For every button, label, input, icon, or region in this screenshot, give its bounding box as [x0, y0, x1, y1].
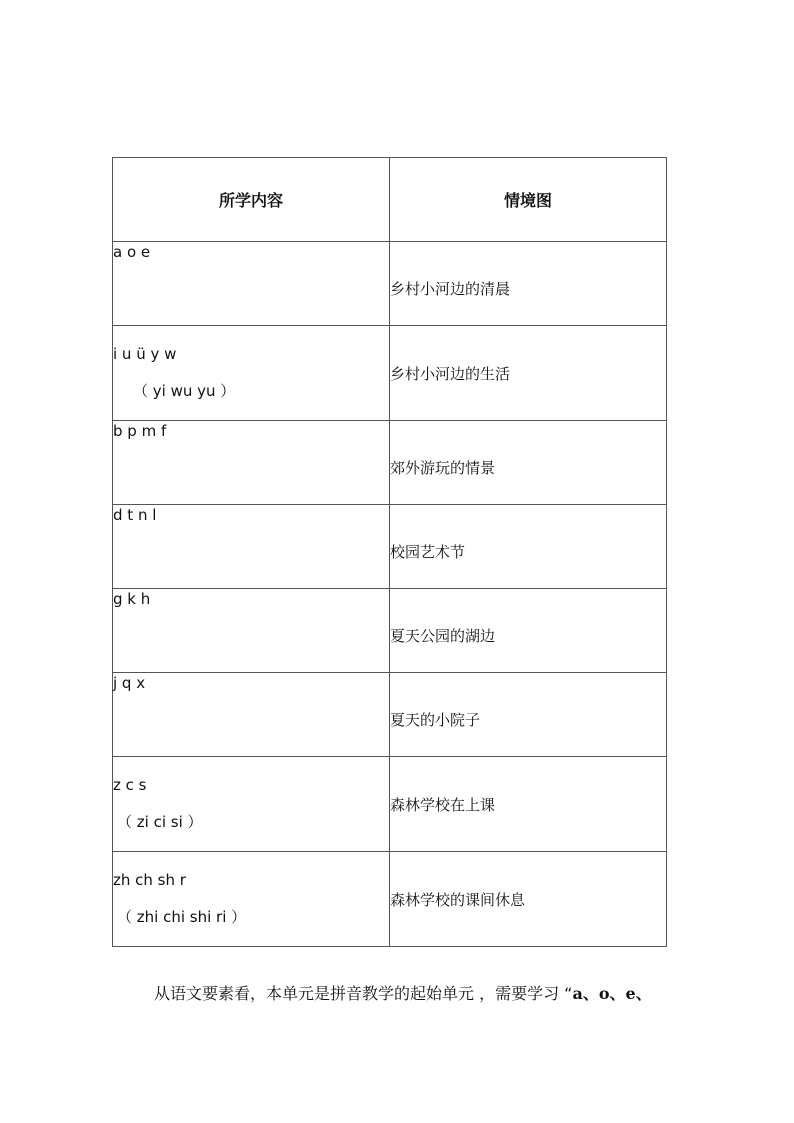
scene-cell: 夏天的小院子: [390, 673, 667, 757]
pinyin-text: zh ch sh r: [113, 871, 186, 889]
pinyin-whole-syllables: （ zhi chi shi ri ）: [117, 908, 247, 926]
scene-cell: 森林学校在上课: [390, 757, 667, 852]
header-learning-content: 所学内容: [113, 158, 390, 242]
scene-cell: 校园艺术节: [390, 505, 667, 589]
content-cell: [113, 673, 390, 757]
pinyin-text: a o e: [113, 243, 151, 261]
table-row: [113, 326, 667, 421]
pinyin-whole-syllables: （ zi ci si ）: [117, 813, 203, 831]
content-cell: [113, 242, 390, 326]
table-row: [113, 757, 667, 852]
pinyin-text: z c s: [113, 776, 147, 794]
content-cell: [113, 852, 390, 947]
content-cell: [113, 589, 390, 673]
table-row: [113, 505, 667, 589]
scene-cell: 郊外游玩的情景: [390, 421, 667, 505]
body-paragraph: [112, 984, 712, 1004]
content-cell: [113, 505, 390, 589]
pinyin-text: g k h: [113, 590, 151, 608]
scene-cell: 乡村小河边的生活: [390, 326, 667, 421]
paragraph-latin-text: a、o、e、: [572, 984, 652, 1003]
table-row: [113, 242, 667, 326]
pinyin-text: i u ü y w: [113, 345, 177, 363]
paragraph-text: 从语文要素看，本单元是拼音教学的起始单元 ，需要学习 “: [154, 984, 573, 1003]
pinyin-content-table: [112, 157, 667, 947]
table-row: [113, 673, 667, 757]
table-row: [113, 589, 667, 673]
scene-cell: 夏天公园的湖边: [390, 589, 667, 673]
content-cell: [113, 421, 390, 505]
pinyin-text: b p m f: [113, 422, 167, 440]
content-cell: [113, 326, 390, 421]
content-cell: [113, 757, 390, 852]
scene-cell: 乡村小河边的清晨: [390, 242, 667, 326]
table-header-row: [113, 158, 667, 242]
table-row: [113, 421, 667, 505]
table-row: [113, 852, 667, 947]
scene-cell: 森林学校的课间休息: [390, 852, 667, 947]
pinyin-text: j q x: [113, 674, 146, 692]
pinyin-whole-syllables: （ yi wu yu ）: [133, 382, 236, 400]
pinyin-text: d t n l: [113, 506, 157, 524]
header-scene-picture: 情境图: [390, 158, 667, 242]
